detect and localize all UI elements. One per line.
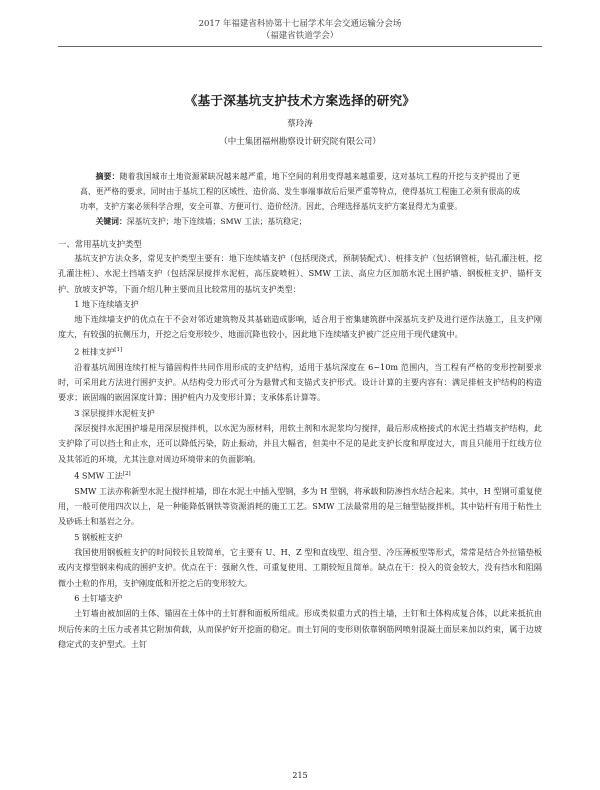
subsection-body-3: 深层搅拌水泥围护墙是用深层搅拌机，以水泥为原材料，用软土剂和水泥浆均匀搅拌，最后形成格接式的水泥土挡墙支护结构，此支护除了可以挡土和止水，还可以降低污染，防止振动，并且大幅省，但美中不足的是此支护长度和厚度过大，而且只能用于红线方位及其邻近的环境，尤其注意对周边环境带来的负面影响。 — [58, 422, 542, 464]
paper-title: 《基于深基坑支护技术方案选择的研究》 — [184, 93, 416, 108]
page-number: 215 — [292, 771, 308, 780]
conference-header — [58, 18, 542, 42]
author-name: 蔡玲涛 — [287, 119, 313, 129]
citation-marker: [1] — [114, 346, 123, 353]
abstract-label: 摘要： — [95, 172, 120, 181]
subsection-heading-text: 4 SMW 工法 — [74, 470, 123, 481]
conference-header-line1: 2017 年福建省科协第十七届学术年会交通运输分会场 — [198, 19, 402, 29]
subsection-heading-4 — [58, 467, 542, 484]
subsection-heading-5 — [58, 530, 542, 545]
keywords-text: 深基坑支护；地下连续墙；SMW 工法；基坑稳定； — [126, 217, 307, 226]
abstract-text: 随着我国城市土地资源紧缺况越来越严重，地下空间的利用变得越来越重要，这对基坑工程的开挖与支护提出了更高、更严格的要求，同时由于基坑工程的区域性、造价高、发生事端事故后后果严重等特点，使得基坑工程施工必须有很高的成功率，支护方案必须科学合理，安全可靠、方便可行、造价经济。因此，合理选择基坑支护方案显得尤为重要。 — [80, 172, 521, 211]
subsection-heading-6 — [58, 591, 542, 606]
subsection-body-6: 土钉墙由被加固的土体、锚固在土体中的土钉群和面板所组成。形成类似重力式的挡土墙，土钉和土体构成复合体，以此来抵抗由坝后传来的土压力或者其它附加荷载，从而保护好开挖面的稳定。而土钉间的变形则依靠钢筋网喷射混凝土面层来加以约束，属于边坡稳定式的支护型式。土钉 — [58, 608, 542, 649]
keywords-label: 关键词： — [95, 217, 127, 226]
section-heading: 一、常用基坑支护类型 — [58, 239, 142, 249]
subsection-heading-text: 2 桩排支护 — [74, 346, 115, 357]
subsection-heading-text: 6 土钉墙支护 — [74, 592, 123, 603]
subsection-heading-2 — [58, 343, 542, 360]
header-divider — [58, 46, 542, 47]
abstract — [58, 169, 542, 214]
author-affiliation: （中土集团福州勘察设计研究院有限公司） — [219, 137, 381, 147]
conference-header-line2: （福建省铁道学会） — [261, 31, 339, 41]
subsection-body-2: 沿着基坑周围连续打桩与锚固构件共同作用形成的支护结构，适用于基坑深度在 6~10m 范围内，当工程有严格的变形控制要求时，可采用此方法进行围护支护。从结构受力形式可分为悬臂式和支锚式支护形式。设计计算的主要内容有：满足排桩支护结构的构造要求；嵌固端的嵌固深度计算；围护桩内力及变形计算；支承体系计算等。 — [58, 361, 542, 403]
subsection-heading-text: 3 深层搅拌水泥桩支护 — [74, 407, 155, 418]
section-intro: 基坑支护方法众多，常见支护类型主要有：地下连续墙支护（包括现浇式，预制装配式）、桩排支护（包括钢管桩，钻孔灌注桩，挖孔灌注桩）、水泥土挡墙支护（包括深层搅拌水泥桩，高压旋喷桩）、SMW 工法、高应力区加筋水泥土围护墙、钢板桩支护、锚杆支护、放坡支护等，下面介绍几种主要而且比较常用的基坑支护类型： — [58, 253, 542, 294]
subsection-heading-1 — [58, 297, 542, 312]
subsection-heading-3 — [58, 406, 542, 421]
subsection-heading-text: 5 钢板桩支护 — [74, 531, 123, 542]
citation-marker: [2] — [122, 470, 131, 477]
keywords — [58, 215, 542, 229]
subsection-heading-text: 1 地下连续墙支护 — [74, 298, 139, 309]
subsection-body-1: 地下连续墙支护的优点在于不会对邻近建筑物及其基础造成影响，适合用于密集建筑群中深基坑支护及进行逆作法施工，且支护刚度大，有较强的抗侧压力，开挖之后变形较少、地面沉降也较小，因此地下连续墙支护被广泛应用于现代建筑中。 — [58, 314, 542, 340]
subsection-body-4: SMW 工法亦称新型水泥土搅拌桩墙，即在水泥土中插入型钢，多为 H 型钢，将承载和防渗挡水结合起来。其中，H 型钢可重复使用，一般可使用四次以上，是一种能降低钢铁等资源消耗的施工工艺。SMW 工法最常用的是三轴型钻搅拌机，其中钻杆有用于粘性土及砂砾土和基岩之分。 — [58, 485, 542, 527]
subsection-body-5: 我国使用钢板桩支护的时间较长且较简单，它主要有 U、H、Z 型和直线型、组合型、冷压薄板型等形式，常常是结合外拉锚垫板或内支撑型钢来构成的围护支护。优点在于：强耐久性、可重复使用、工期较短且简单。缺点在于：投入的资金较大，没有挡水和阻隔微小土粒的作用，支护刚度低和开挖之后的变形较大。 — [58, 547, 542, 588]
